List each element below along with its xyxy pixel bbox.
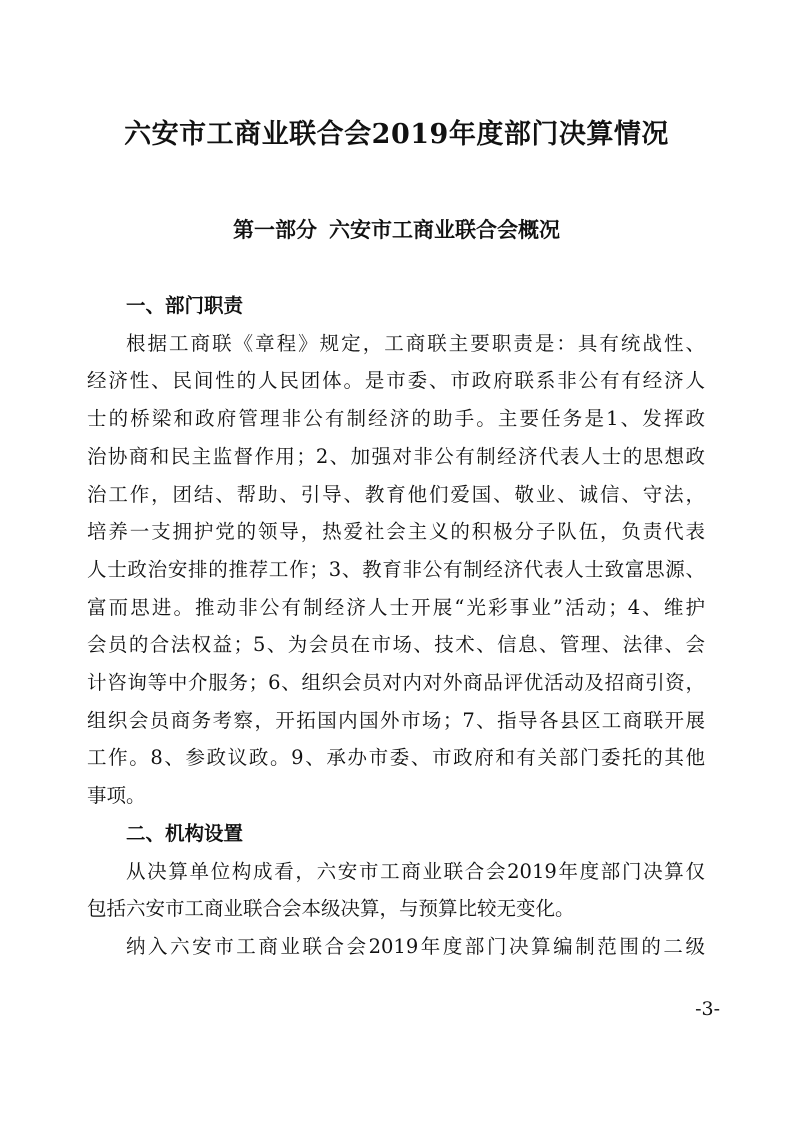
part-title-text: 六安市工商业联合会概况 (329, 218, 560, 242)
paragraph-structure-2 (87, 928, 705, 966)
paragraph-line: 治协商和民主监督作用；2、加强对非公有制经济代表人士的思想政 (87, 444, 705, 468)
paragraph-line: 计咨询等中介服务；6、组织会员对内对外商品评优活动及招商引资， (87, 671, 705, 695)
paragraph-line: 会员的合法权益；5、为会员在市场、技术、信息、管理、法律、会 (87, 633, 705, 657)
paragraph-line: 经济性、民间性的人民团体。是市委、市政府联系非公有有经济人 (87, 369, 705, 393)
section-heading-duties: 一、部门职责 (126, 294, 244, 317)
paragraph-line: 工作。8、参政议政。9、承办市委、市政府和有关部门委托的其他 (87, 746, 705, 770)
paragraph-duties (87, 325, 705, 815)
document-body (87, 287, 705, 966)
paragraph-line: 从决算单位构成看，六安市工商业联合会2019年度部门决算仅 (126, 859, 705, 883)
paragraph-line: 根据工商联《章程》规定，工商联主要职责是：具有统战性、 (126, 331, 705, 355)
paragraph-line: 事项。 (87, 784, 146, 808)
paragraph-structure-1 (87, 853, 705, 928)
paragraph-line: 纳入六安市工商业联合会2019年度部门决算编制范围的二级 (126, 934, 705, 958)
paragraph-line: 人士政治安排的推荐工作；3、教育非公有制经济代表人士致富思源、 (87, 557, 705, 581)
section-heading-structure: 二、机构设置 (126, 821, 244, 845)
document-title: 六安市工商业联合会2019年度部门决算情况 (124, 119, 669, 150)
paragraph-line: 富而思进。推动非公有制经济人士开展“光彩事业”活动；4、维护 (87, 595, 705, 619)
page-number: -3- (695, 998, 720, 1020)
paragraph-line: 组织会员商务考察，开拓国内国外市场；7、指导各县区工商联开展 (87, 708, 705, 732)
part-title-prefix: 第一部分 (233, 218, 317, 242)
paragraph-line: 治工作，团结、帮助、引导、教育他们爱国、敬业、诚信、守法， (87, 482, 705, 506)
paragraph-line: 包括六安市工商业联合会本级决算，与预算比较无变化。 (87, 897, 575, 921)
paragraph-line: 培养一支拥护党的领导，热爱社会主义的积极分子队伍，负责代表 (87, 520, 705, 544)
part-title (0, 214, 793, 244)
paragraph-line: 士的桥梁和政府管理非公有制经济的助手。主要任务是1、发挥政 (87, 407, 705, 431)
